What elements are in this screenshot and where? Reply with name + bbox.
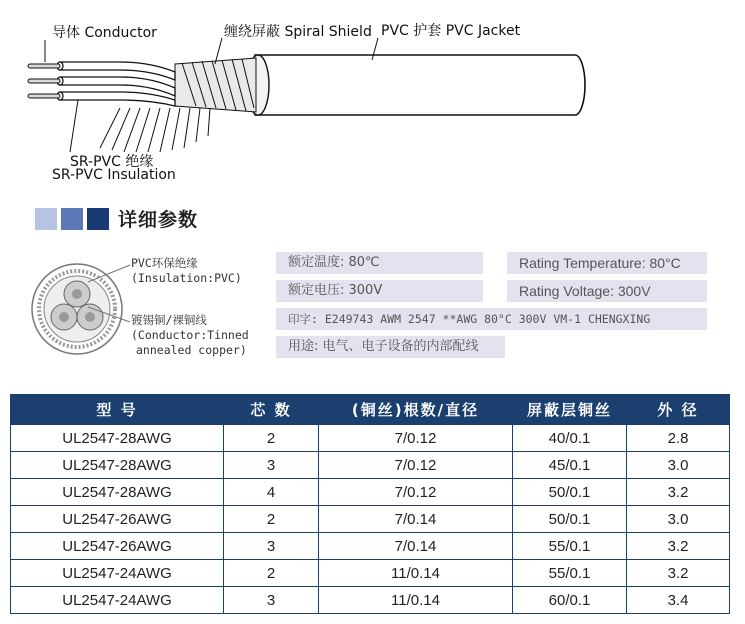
cell-outer-diameter: 3.4 (627, 587, 730, 614)
cell-outer-diameter: 3.0 (627, 452, 730, 479)
table-row (11, 479, 730, 506)
cell-outer-diameter: 3.2 (627, 479, 730, 506)
bare-conductors-drawing (28, 64, 60, 98)
cell-shield: 60/0.1 (513, 587, 627, 614)
cell-model: UL2547-28AWG (11, 452, 224, 479)
header-cores: 芯 数 (224, 395, 319, 425)
cell-outer-diameter: 3.2 (627, 560, 730, 587)
header-model: 型 号 (11, 395, 224, 425)
cell-strands: 7/0.12 (319, 479, 513, 506)
cell-shield: 50/0.1 (513, 506, 627, 533)
cell-model: UL2547-28AWG (11, 425, 224, 452)
table-row (11, 587, 730, 614)
cell-strands: 7/0.14 (319, 506, 513, 533)
cell-model: UL2547-24AWG (11, 560, 224, 587)
cross-section-leaders (85, 262, 135, 352)
cell-shield: 50/0.1 (513, 479, 627, 506)
rated-temperature-en: Rating Temperature: 80°C (507, 252, 707, 274)
cell-strands: 7/0.14 (319, 533, 513, 560)
conductor-type-label-en1: (Conductor:Tinned (131, 328, 249, 342)
section-square-light (35, 208, 57, 230)
table-row (11, 560, 730, 587)
header-outer-diameter: 外 径 (627, 395, 730, 425)
spec-table (10, 394, 730, 614)
section-title: 详细参数 (118, 209, 199, 231)
cell-cores: 2 (224, 425, 319, 452)
cell-model: UL2547-26AWG (11, 506, 224, 533)
table-row (11, 425, 730, 452)
cell-strands: 11/0.14 (319, 587, 513, 614)
insulation-label-en: SR-PVC Insulation (52, 167, 176, 183)
cell-strands: 7/0.12 (319, 425, 513, 452)
cell-cores: 4 (224, 479, 319, 506)
table-row (11, 533, 730, 560)
cell-cores: 3 (224, 587, 319, 614)
cell-strands: 7/0.12 (319, 452, 513, 479)
cell-cores: 2 (224, 506, 319, 533)
table-row (11, 506, 730, 533)
cell-shield: 40/0.1 (513, 425, 627, 452)
cell-shield: 45/0.1 (513, 452, 627, 479)
insulation-label-cn: SR-PVC 绝缘 (70, 154, 154, 170)
rated-temperature-cn: 额定温度: 80℃ (276, 252, 483, 274)
table-header-row (11, 395, 730, 425)
cell-shield: 55/0.1 (513, 533, 627, 560)
cell-cores: 2 (224, 560, 319, 587)
spiral-shield-label: 缠绕屏蔽 Spiral Shield (224, 24, 372, 40)
section-square-mid (61, 208, 83, 230)
cell-shield: 55/0.1 (513, 560, 627, 587)
section-square-dark (87, 208, 109, 230)
cell-model: UL2547-26AWG (11, 533, 224, 560)
header-strands: (铜丝)根数/直径 (319, 395, 513, 425)
cell-cores: 3 (224, 533, 319, 560)
conductor-type-label-cn: 镀锡铜/裸铜线 (131, 313, 207, 327)
table-row (11, 452, 730, 479)
rated-voltage-cn: 额定电压: 300V (276, 280, 483, 302)
usage-spec: 用途: 电气、电子设备的内部配线 (276, 336, 505, 358)
pvc-jacket-drawing (247, 55, 585, 115)
cell-cores: 3 (224, 452, 319, 479)
cell-outer-diameter: 3.2 (627, 533, 730, 560)
cell-outer-diameter: 3.0 (627, 506, 730, 533)
cell-model: UL2547-28AWG (11, 479, 224, 506)
cell-model: UL2547-24AWG (11, 587, 224, 614)
header-shield: 屏蔽层铜丝 (513, 395, 627, 425)
rated-voltage-en: Rating Voltage: 300V (507, 280, 707, 302)
cell-strands: 11/0.14 (319, 560, 513, 587)
cell-outer-diameter: 2.8 (627, 425, 730, 452)
printing-spec: 印字: E249743 AWM 2547 **AWG 80°C 300V VM-1 CHENGXING (276, 308, 707, 330)
conductor-label: 导体 Conductor (52, 25, 157, 41)
pvc-insulation-label-cn: PVC环保绝缘 (131, 256, 198, 270)
pvc-insulation-label-en: (Insulation:PVC) (131, 271, 242, 285)
conductor-type-label-en2: annealed copper) (136, 343, 247, 357)
insulated-cores-drawing (57, 62, 175, 106)
pvc-jacket-label: PVC 护套 PVC Jacket (381, 23, 521, 39)
spiral-shield-drawing (100, 58, 256, 152)
